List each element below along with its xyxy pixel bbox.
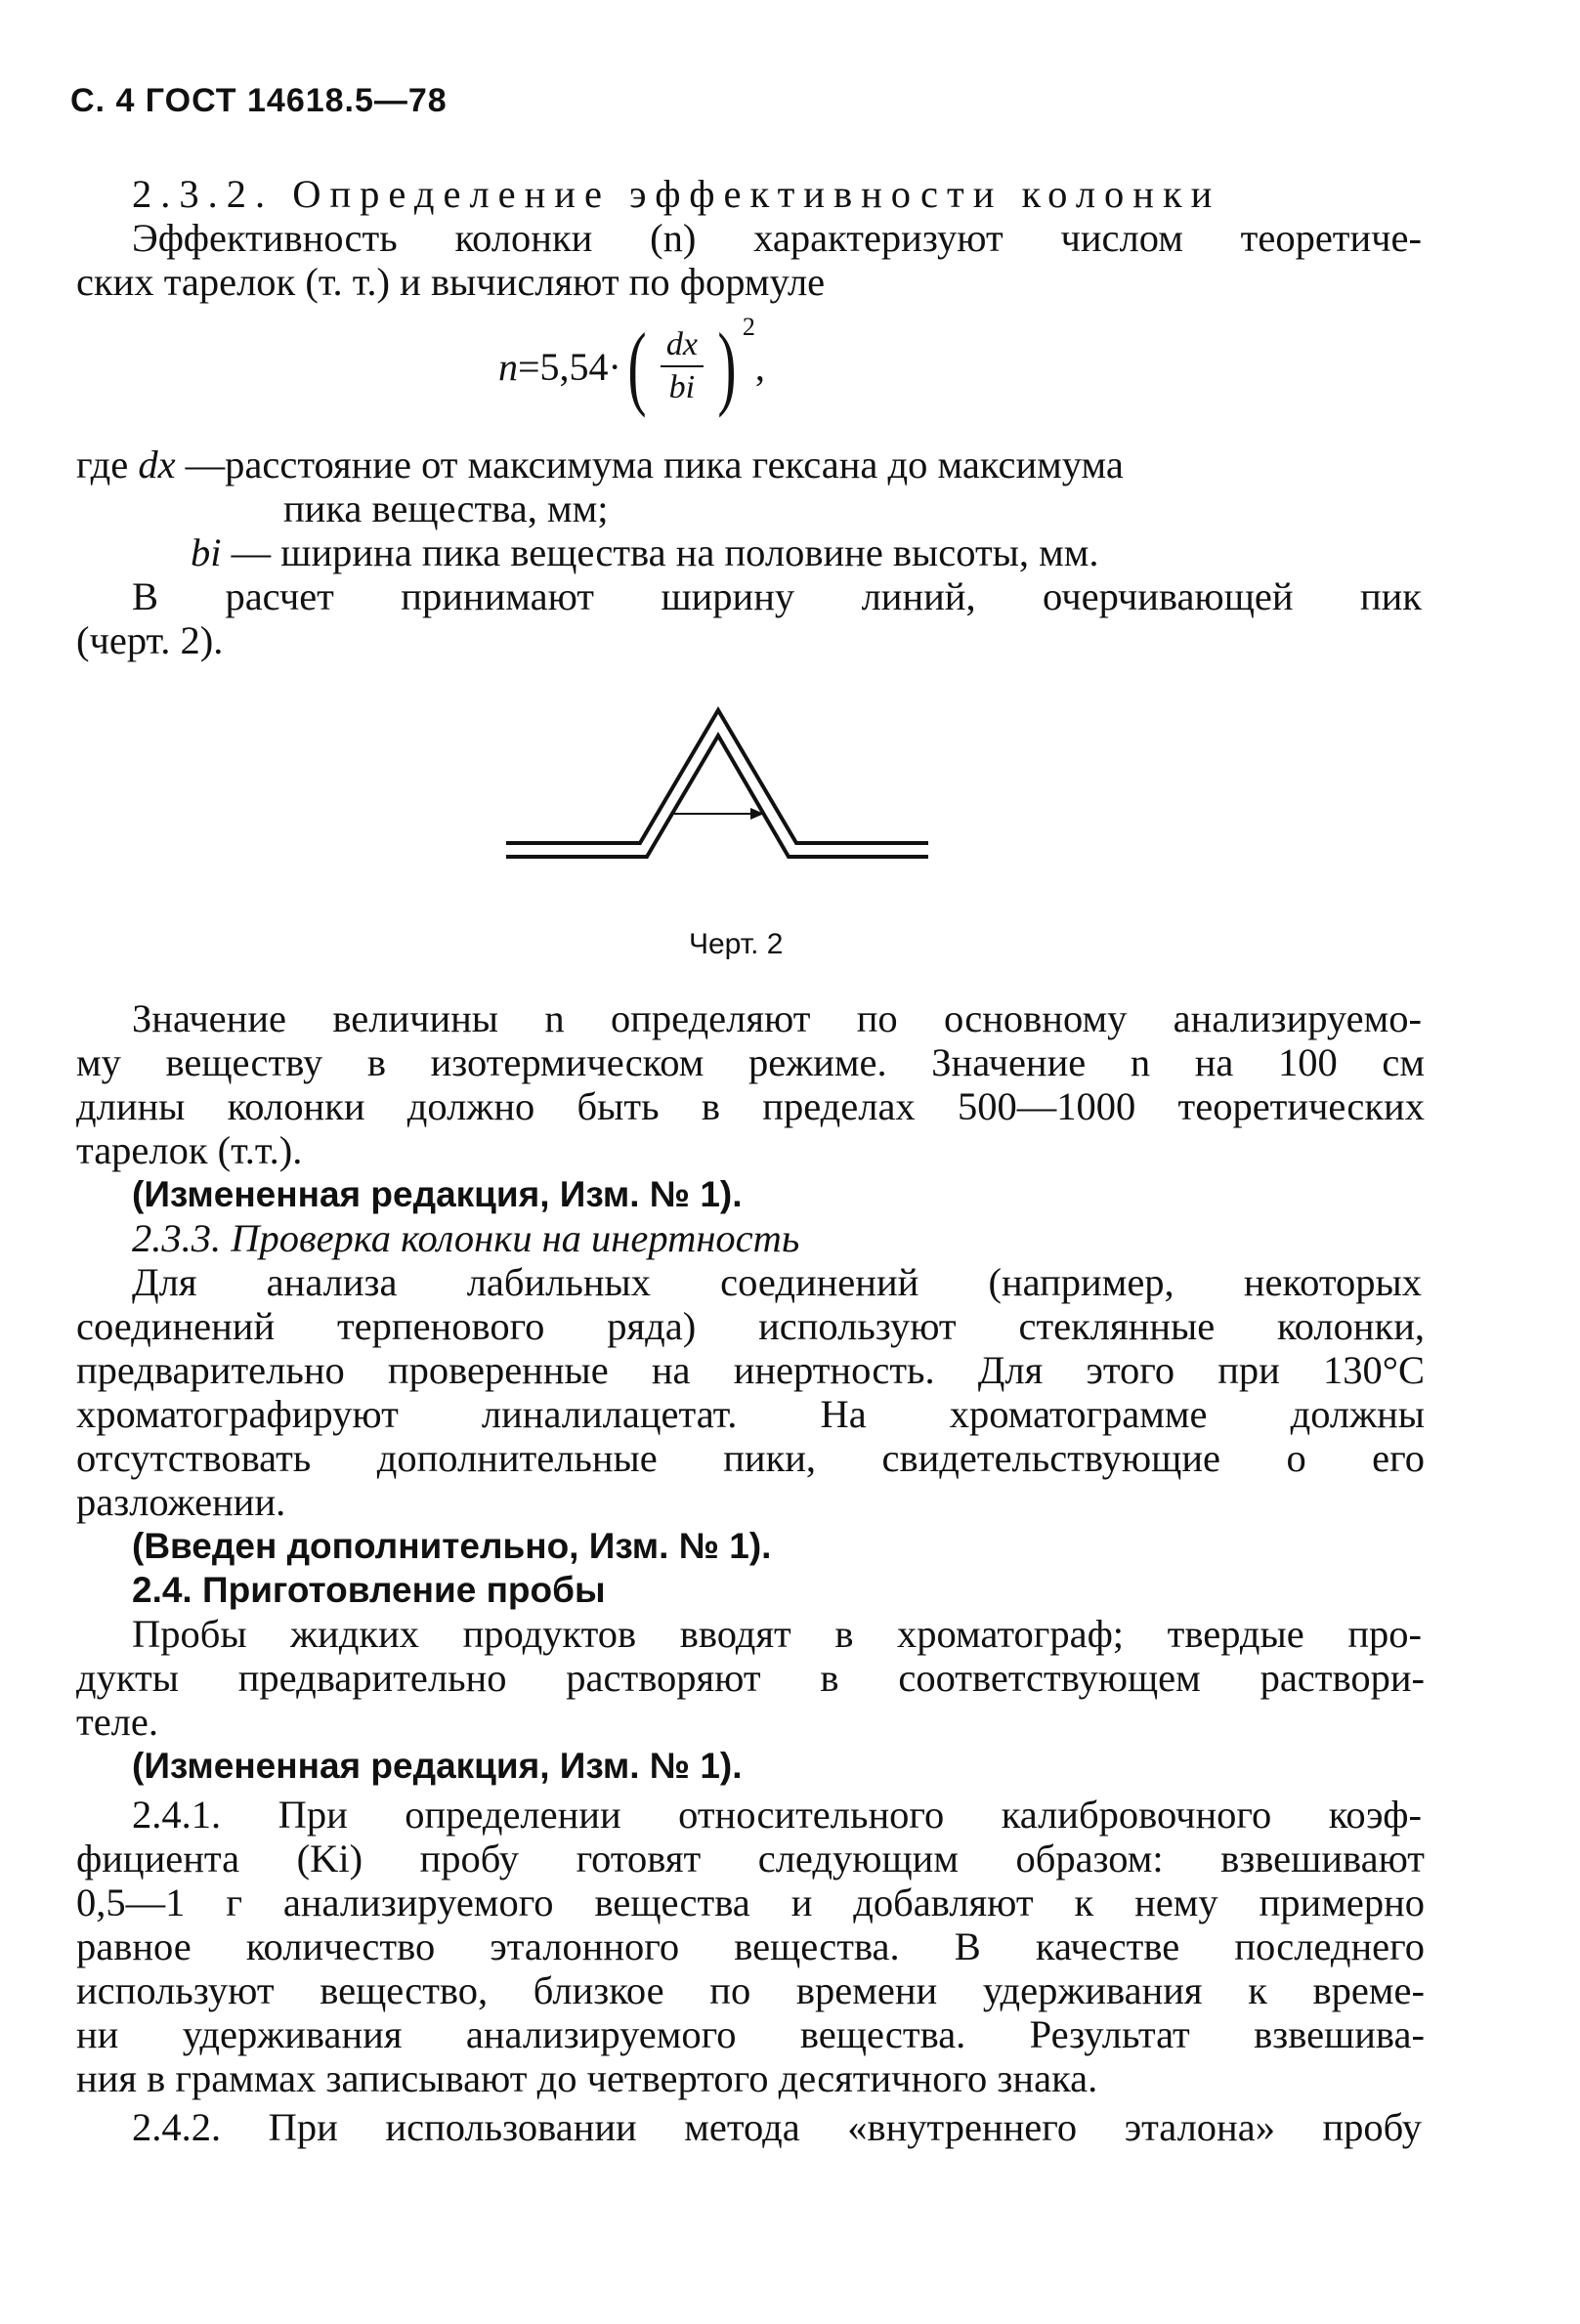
paragraph-line: Для анализа лабильных соединений (например, некоторых xyxy=(132,1260,1422,1304)
section-2-3-3-title: 2.3.3. Проверка колонки на инертность xyxy=(132,1216,800,1260)
formula-numerator: dx xyxy=(661,326,704,367)
paragraph-line: длины колонки должно быть в пределах 500—1000 теоретических xyxy=(76,1084,1425,1128)
paragraph-line: отсутствовать дополнительные пики, свидетельствующие о его xyxy=(76,1436,1425,1480)
paragraph-line: ния в граммах записывают до четвертого десятичного знака. xyxy=(76,2056,1098,2100)
paragraph-line xyxy=(132,996,1422,1040)
formula-left-paren: ( xyxy=(627,314,647,418)
paragraph-line: му веществу в изотермическом режиме. Значение n на 100 см xyxy=(76,1040,1425,1084)
paragraph-line: Пробы жидких продуктов вводят в хроматограф; твердые про- xyxy=(132,1612,1422,1656)
section-2-4-title: 2.4. Приготовление пробы xyxy=(132,1570,606,1610)
paragraph-line: Эффективность колонки (n) характеризуют числом теоретиче- xyxy=(132,216,1422,260)
formula-right-paren: ) xyxy=(717,314,737,418)
amendment-note: (Введен дополнительно, Изм. № 1). xyxy=(132,1526,772,1566)
paragraph-line: хроматографируют линалилацетат. На хроматограмме должны xyxy=(76,1392,1425,1436)
section-title-text: 2.3.2. Определение эффективности колонки xyxy=(132,172,1221,216)
paragraph-line: фициента (Ki) пробу готовят следующим образом: взвешивают xyxy=(76,1837,1425,1880)
running-head: С. 4 ГОСТ 14618.5—78 xyxy=(70,82,448,119)
peak-diagram xyxy=(498,698,928,874)
legend-dx xyxy=(76,443,1425,486)
legend-dx-symbol: dx xyxy=(138,443,176,486)
paragraph-line: (черт. 2). xyxy=(76,618,224,662)
amendment-note: (Измененная редакция, Изм. № 1). xyxy=(132,1174,743,1214)
paragraph-line: 2.4.2. При использовании метода «внутреннего эталона» пробу xyxy=(132,2105,1422,2149)
paragraph-line: разложении. xyxy=(76,1480,286,1524)
formula-lhs: n xyxy=(498,344,518,389)
section-2-3-2-title xyxy=(132,172,1304,216)
peak-outline-outer xyxy=(506,710,928,843)
amendment-note: (Измененная редакция, Изм. № 1). xyxy=(132,1746,743,1786)
legend-dx-text: —расстояние от максимума пика гексана до максимума xyxy=(185,443,1124,486)
formula-eq: =5,54· xyxy=(518,344,621,389)
legend-bi xyxy=(191,530,1539,574)
paragraph-line: соединений терпенового ряда) используют стеклянные колонки, xyxy=(76,1304,1425,1348)
formula-fraction xyxy=(661,326,704,406)
paragraph-line: В расчет принимают ширину линий, очерчивающей пик xyxy=(132,574,1422,618)
legend-bi-text: — ширина пика вещества на половине высоты, мм. xyxy=(231,530,1099,574)
formula-tail: , xyxy=(754,344,765,389)
legend-bi-symbol: bi xyxy=(191,530,222,574)
paragraph-line: тарелок (т.т.). xyxy=(76,1128,303,1172)
paragraph-line: равное количество эталонного вещества. В качестве последнего xyxy=(76,1924,1425,1968)
formula-denominator: bi xyxy=(668,369,696,405)
paragraph-line: используют вещество, близкое по времени удерживания к време- xyxy=(76,1968,1425,2012)
paragraph-line: теле. xyxy=(76,1700,158,1744)
paragraph-line: ских тарелок (т. т.) и вычисляют по формуле xyxy=(76,260,826,304)
figure-caption: Черт. 2 xyxy=(689,928,784,960)
peak-outline-inner xyxy=(506,736,928,857)
paragraph-text: Значение величины n определяют по основному анализируемо- xyxy=(132,996,1422,1040)
formula-power: 2 xyxy=(742,313,755,341)
paragraph-line: 2.4.1. При определении относительного калибровочного коэф- xyxy=(132,1793,1422,1837)
efficiency-formula xyxy=(498,313,765,420)
legend-dx-cont: пика вещества, мм; xyxy=(283,486,609,530)
legend-where: где xyxy=(76,443,129,486)
paragraph-line: дукты предварительно растворяют в соответствующем раствори- xyxy=(76,1656,1425,1700)
paragraph-line: ни удерживания анализируемого вещества. Результат взвешива- xyxy=(76,2012,1425,2056)
paragraph-line: 0,5—1 г анализируемого вещества и добавляют к нему примерно xyxy=(76,1880,1425,1924)
paragraph-line: предварительно проверенные на инертность. Для этого при 130°С xyxy=(76,1348,1425,1392)
